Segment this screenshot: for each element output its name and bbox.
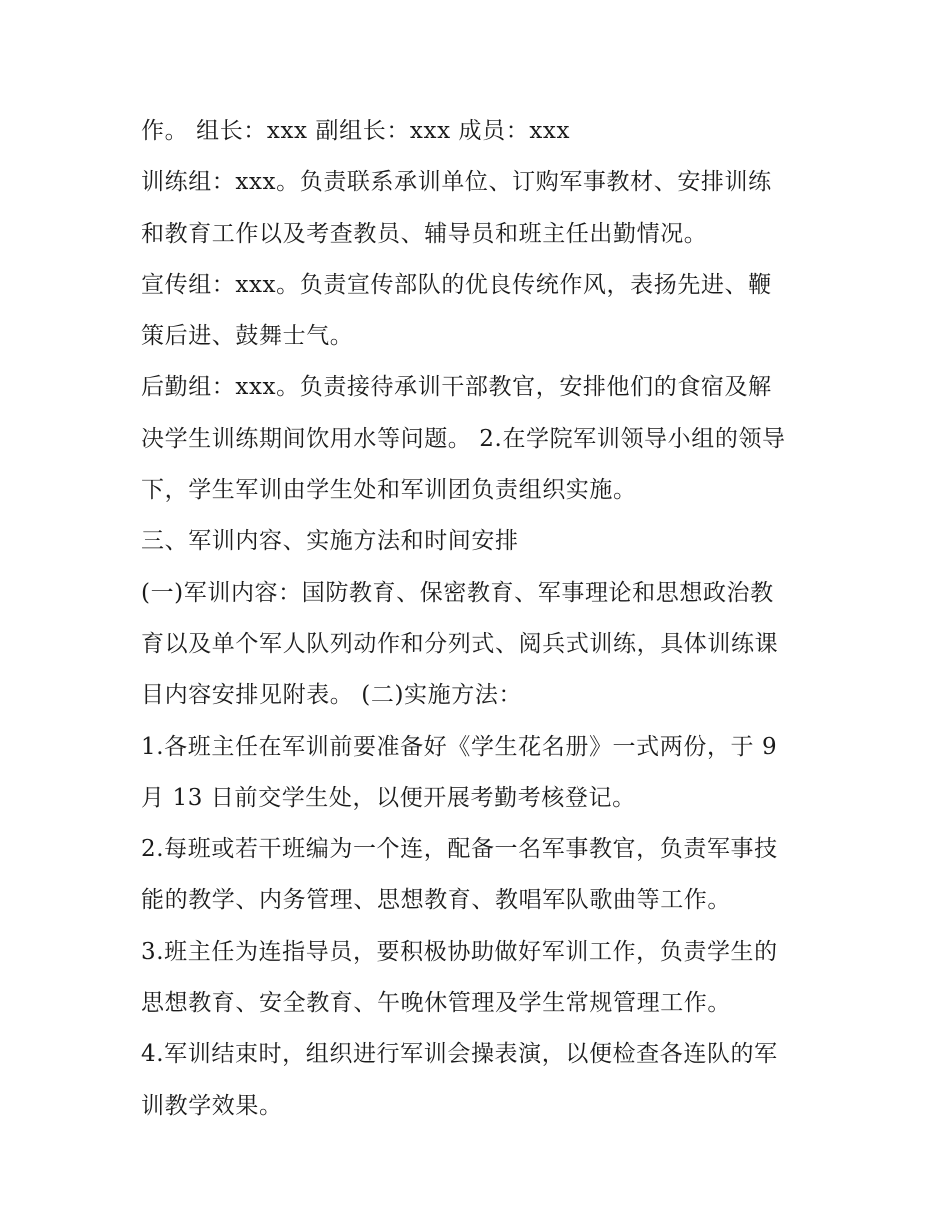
- text-line: 宣传组：xxx。负责宣传部队的优良传统作风，表扬先进、鞭: [141, 271, 772, 298]
- text-line: 思想教育、安全教育、午晚休管理及学生常规管理工作。: [141, 990, 731, 1017]
- text-line: 策后进、鼓舞士气。: [141, 323, 354, 350]
- text-line: 月 13 日前交学生处，以便开展考勤考核登记。: [141, 784, 636, 811]
- text-line: 作。 组长：xxx 副组长：xxx 成员：xxx: [141, 118, 571, 144]
- text-line: 决学生训练期间饮用水等问题。 2.在学院军训领导小组的领导: [141, 425, 786, 452]
- section-heading: 三、军训内容、实施方法和时间安排: [141, 528, 519, 555]
- text-line: (一)军训内容：国防教育、保密教育、军事理论和思想政治教: [141, 579, 774, 606]
- text-line: 能的教学、内务管理、思想教育、教唱军队歌曲等工作。: [141, 887, 731, 914]
- text-line: 1.各班主任在军训前要准备好《学生花名册》一式两份，于 9: [141, 733, 778, 760]
- text-line: 目内容安排见附表。 (二)实施方法：: [141, 682, 523, 709]
- text-line: 3.班主任为连指导员，要积极协助做好军训工作，负责学生的: [141, 938, 778, 965]
- document-body: [141, 106, 821, 1132]
- text-line: 和教育工作以及考查教员、辅导员和班主任出勤情况。: [141, 220, 708, 247]
- text-line: 后勤组：xxx。负责接待承训干部教官，安排他们的食宿及解: [141, 374, 772, 401]
- text-line: 训练组：xxx。负责联系承训单位、订购军事教材、安排训练: [141, 169, 772, 196]
- text-line: 训教学效果。: [141, 1092, 283, 1119]
- text-line: 2.每班或若干班编为一个连，配备一名军事教官，负责军事技: [141, 836, 778, 863]
- text-line: 育以及单个军人队列动作和分列式、阅兵式训练，具体训练课: [141, 630, 779, 657]
- text-line: 下，学生军训由学生处和军训团负责组织实施。: [141, 477, 637, 504]
- text-line: 4.军训结束时，组织进行军训会操表演，以便检查各连队的军: [141, 1041, 778, 1068]
